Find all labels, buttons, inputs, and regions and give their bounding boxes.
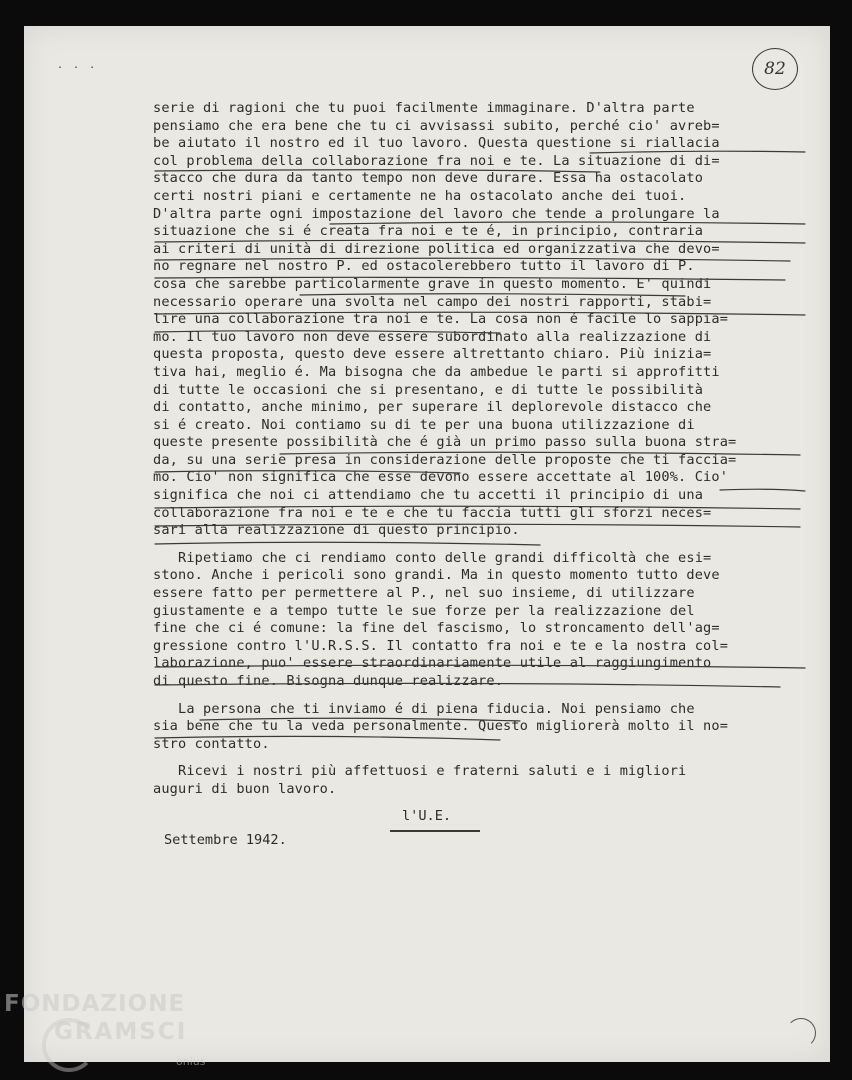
signature: l'U.E. <box>402 808 452 824</box>
watermark-line2: GRAMSCI <box>54 1019 188 1045</box>
text-line: necessario operare una svolta nel campo dei nostri rapporti, stabi= <box>153 293 712 310</box>
watermark-line1: FONDAZIONE <box>4 991 186 1017</box>
text-line: tiva hai, meglio é. Ma bisogna che da ambedue le parti si approfitti <box>153 363 720 380</box>
text-line: si é creato. Noi contiamo su di te per una buona utilizzazione di <box>153 416 695 433</box>
text-line: certi nostri piani e certamente ne ha ostacolato anche dei tuoi. <box>153 187 687 204</box>
text-line: be aiutato il nostro ed il tuo lavoro. Questa questione si riallacia <box>153 135 720 152</box>
text-line: lire una collaborazione tra noi e te. La cosa non é facile lo sappia= <box>153 311 729 328</box>
page-number: 82 <box>752 48 798 90</box>
text-line: auguri di buon lavoro. <box>153 780 337 797</box>
text-line: giustamente e a tempo tutte le sue forze per la realizzazione del <box>153 602 695 619</box>
text-line: col problema della collaborazione fra noi e te. La situazione di di= <box>153 152 720 169</box>
paragraph-gap <box>153 540 818 550</box>
text-line: La persona che ti inviamo é di piena fiducia. Noi pensiamo che <box>153 700 695 717</box>
letter-body <box>153 100 818 799</box>
text-line: stacco che dura da tanto tempo non deve durare. Essa ha ostacolato <box>153 170 704 187</box>
watermark-circle-icon <box>42 1018 96 1072</box>
text-line: ai criteri di unità di direzione politica ed organizzativa che devo= <box>153 240 720 257</box>
text-line: sia bene che tu la veda personalmente. Questo migliorerà molto il no= <box>153 718 729 735</box>
text-line: queste presente possibilità che é già un primo passo sulla buona stra= <box>153 434 737 451</box>
watermark-logo <box>4 990 206 1068</box>
text-line: pensiamo che era bene che tu ci avvisassi subito, perché cio' avreb= <box>153 117 720 134</box>
text-line: no regnare nel nostro P. ed ostacolerebbero tutto il lavoro di P. <box>153 258 695 275</box>
text-line: fine che ci é comune: la fine del fascismo, lo stroncamento dell'ag= <box>153 620 720 637</box>
text-line: D'altra parte ogni impostazione del lavoro che tende a prolungare la <box>153 205 720 222</box>
text-line: situazione che si é creata fra noi e te é, in principio, contraria <box>153 223 704 240</box>
text-line: cosa che sarebbe particolarmente grave in questo momento. E' quindi <box>153 275 712 292</box>
text-line: gressione contro l'U.R.S.S. Il contatto fra noi e te e la nostra col= <box>153 637 729 654</box>
text-line: di tutte le occasioni che si presentano, e di tutte le possibilità <box>153 381 704 398</box>
top-mark: . . . <box>57 60 98 71</box>
letter-date: Settembre 1942. <box>164 832 287 848</box>
text-line: mo. Cio' non significa che esse devono essere accettate al 100%. Cio' <box>153 469 729 486</box>
corner-pencil-mark <box>786 1018 816 1048</box>
paragraph-gap <box>153 753 818 763</box>
text-line: significa che noi ci attendiamo che tu accetti il principio di una <box>153 487 704 504</box>
text-line: mo. Il tuo lavoro non deve essere subordinato alla realizzazione di <box>153 328 712 345</box>
text-line: stono. Anche i pericoli sono grandi. Ma in questo momento tutto deve <box>153 567 720 584</box>
text-line: di questo fine. Bisogna dunque realizzare. <box>153 673 504 689</box>
text-line: da, su una serie presa in considerazione delle proposte che ti faccia= <box>153 451 737 468</box>
signature-underline <box>390 830 480 832</box>
text-line: serie di ragioni che tu puoi facilmente immaginare. D'altra parte <box>153 100 695 116</box>
text-line: stro contatto. <box>153 735 270 752</box>
text-line: sari alla realizzazione di questo principio. <box>153 522 520 539</box>
paragraph-gap <box>153 691 818 701</box>
text-line: Ricevi i nostri più affettuosi e fraterni saluti e i migliori <box>153 763 687 780</box>
watermark-suffix: onlus <box>176 1055 206 1068</box>
text-line: collaborazione fra noi e te e che tu faccia tutti gli sforzi neces= <box>153 504 712 521</box>
text-line: questa proposta, questo deve essere altrettanto chiaro. Più inizia= <box>153 346 712 363</box>
text-line: Ripetiamo che ci rendiamo conto delle grandi difficoltà che esi= <box>153 549 712 566</box>
text-line: essere fatto per permettere al P., nel suo insieme, di utilizzare <box>153 585 695 602</box>
text-line: di contatto, anche minimo, per superare il deplorevole distacco che <box>153 399 712 416</box>
text-line: laborazione, puo' essere straordinariamente utile al raggiungimento <box>153 655 712 672</box>
